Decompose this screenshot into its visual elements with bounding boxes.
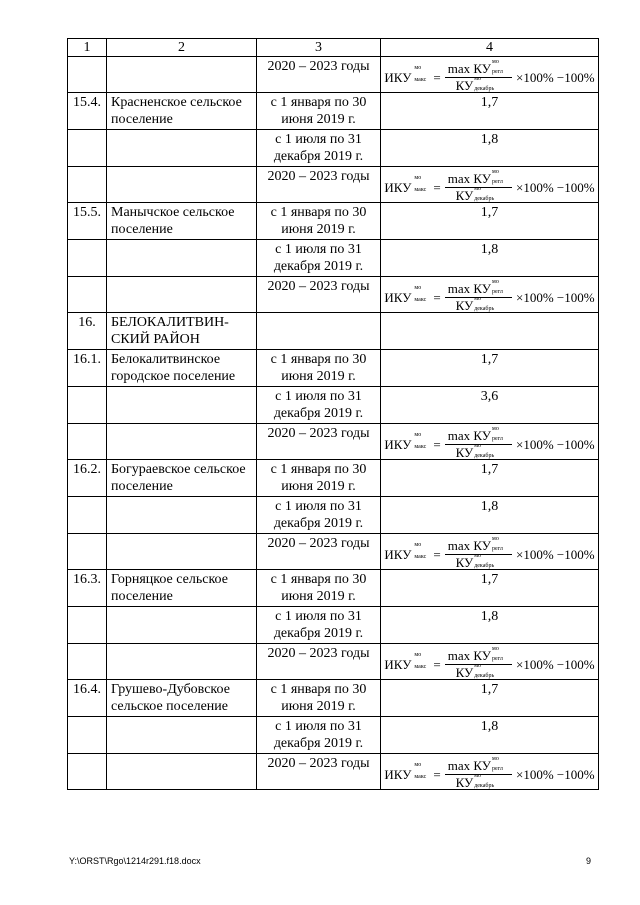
formula-num-text: max КУ	[447, 61, 492, 76]
period-cell: с 1 июля по 31 декабря 2019 г.	[257, 607, 381, 644]
period-cell: 2020 – 2023 годы	[257, 754, 381, 790]
table-row	[68, 387, 599, 424]
period-cell: с 1 января по 30 июня 2019 г.	[257, 203, 381, 240]
formula-num-sub: регл	[492, 656, 503, 662]
formula-den-sup: мо	[474, 76, 481, 82]
formula-num-sub: регл	[492, 69, 503, 75]
formula-den-text: КУ	[455, 555, 474, 570]
row-number: 16.3.	[68, 570, 107, 607]
formula-equals: =	[433, 767, 441, 782]
index-value: 1,8	[381, 240, 599, 277]
row-number: 16.1.	[68, 350, 107, 387]
formula-equals: =	[433, 547, 441, 562]
formula-num-sup: мо	[492, 646, 499, 652]
settlement-name: Красненское сельское поселение	[107, 93, 257, 130]
formula-lhs-text: ИКУ	[384, 437, 412, 452]
row-number: 15.4.	[68, 93, 107, 130]
formula-denominator	[453, 555, 505, 570]
formula-denominator	[453, 188, 505, 203]
row-number: 15.5.	[68, 203, 107, 240]
formula-denominator	[453, 298, 505, 313]
period-cell: с 1 января по 30 июня 2019 г.	[257, 350, 381, 387]
formula-equals: =	[433, 657, 441, 672]
formula-tail: ×100% −100%	[516, 290, 595, 305]
formula-num-sup: мо	[492, 59, 499, 65]
settlement-name	[107, 754, 257, 790]
formula-lhs-sub: макс	[414, 774, 427, 780]
formula-den-sup: мо	[474, 663, 481, 669]
settlement-name	[107, 717, 257, 754]
formula-lhs	[384, 175, 429, 196]
formula-lhs-text: ИКУ	[384, 70, 412, 85]
formula-lhs	[384, 652, 429, 673]
page-number: 9	[586, 856, 592, 866]
formula-num-text: max КУ	[447, 538, 492, 553]
period-cell: с 1 июля по 31 декабря 2019 г.	[257, 717, 381, 754]
settlement-name: Манычское сельское поселение	[107, 203, 257, 240]
formula-num-sub: регл	[492, 766, 503, 772]
settlement-name	[107, 57, 257, 93]
formula-lhs-sub: макс	[414, 554, 427, 560]
period-cell: с 1 июля по 31 декабря 2019 г.	[257, 240, 381, 277]
row-number	[68, 497, 107, 534]
table-row	[68, 350, 599, 387]
formula-den-sub: декабрь	[474, 86, 495, 92]
formula-den-sup: мо	[474, 443, 481, 449]
formula-denominator	[453, 775, 505, 790]
formula-cell	[381, 277, 599, 313]
formula-den-text: КУ	[455, 298, 474, 313]
formula-den-text: КУ	[455, 775, 474, 790]
formula-lhs-sup: мо	[414, 762, 422, 768]
table-row	[68, 203, 599, 240]
index-value: 1,8	[381, 607, 599, 644]
formula-lhs-sup: мо	[414, 652, 422, 658]
formula-lhs	[384, 285, 429, 306]
formula-num-sub: регл	[492, 436, 503, 442]
table-header-row	[68, 39, 599, 57]
formula-fraction	[445, 756, 512, 790]
row-number	[68, 644, 107, 680]
formula-num-text: max КУ	[447, 171, 492, 186]
index-formula	[381, 57, 598, 95]
settlement-name: Богураевское сельское поселение	[107, 460, 257, 497]
formula-lhs	[384, 432, 429, 453]
index-value: 1,8	[381, 497, 599, 534]
row-number	[68, 607, 107, 644]
formula-num-text: max КУ	[447, 648, 492, 663]
formula-cell	[381, 57, 599, 93]
table-row	[68, 167, 599, 203]
header-col-4: 4	[381, 39, 599, 57]
index-value: 1,7	[381, 570, 599, 607]
period-cell: с 1 января по 30 июня 2019 г.	[257, 680, 381, 717]
settlement-name: БЕЛОКАЛИТВИН-СКИЙ РАЙОН	[107, 313, 257, 350]
formula-lhs-text: ИКУ	[384, 180, 412, 195]
row-number	[68, 240, 107, 277]
period-cell: с 1 июля по 31 декабря 2019 г.	[257, 130, 381, 167]
formula-lhs-sub: макс	[414, 664, 427, 670]
period-cell: с 1 июля по 31 декабря 2019 г.	[257, 387, 381, 424]
row-number	[68, 754, 107, 790]
formula-fraction	[445, 279, 512, 313]
formula-tail: ×100% −100%	[516, 767, 595, 782]
settlement-name	[107, 240, 257, 277]
period-cell: с 1 января по 30 июня 2019 г.	[257, 460, 381, 497]
formula-num-sub: регл	[492, 546, 503, 552]
table-row	[68, 240, 599, 277]
formula-fraction	[445, 169, 512, 203]
formula-lhs-sub: макс	[414, 444, 427, 450]
index-value: 1,7	[381, 680, 599, 717]
formula-fraction	[445, 536, 512, 570]
settlement-name: Грушево-Дубовское сельское поселение	[107, 680, 257, 717]
formula-tail: ×100% −100%	[516, 70, 595, 85]
formula-equals: =	[433, 70, 441, 85]
formula-lhs-sup: мо	[414, 432, 422, 438]
row-number: 16.	[68, 313, 107, 350]
settlement-name	[107, 167, 257, 203]
index-value: 1,7	[381, 350, 599, 387]
table-row	[68, 313, 599, 350]
row-number	[68, 167, 107, 203]
index-value: 3,6	[381, 387, 599, 424]
table-row	[68, 607, 599, 644]
header-col-3: 3	[257, 39, 381, 57]
formula-num-sup: мо	[492, 169, 499, 175]
index-formula	[381, 754, 598, 792]
index-value: 1,7	[381, 203, 599, 240]
period-cell: с 1 января по 30 июня 2019 г.	[257, 93, 381, 130]
formula-lhs-sup: мо	[414, 285, 422, 291]
formula-num-sup: мо	[492, 279, 499, 285]
row-number	[68, 717, 107, 754]
row-number	[68, 277, 107, 313]
formula-den-sub: декабрь	[474, 306, 495, 312]
formula-lhs	[384, 542, 429, 563]
formula-num-sup: мо	[492, 426, 499, 432]
index-formula	[381, 534, 598, 572]
table-row	[68, 277, 599, 313]
settlement-name: Горняцкое сельское поселение	[107, 570, 257, 607]
formula-num-sup: мо	[492, 756, 499, 762]
formula-cell	[381, 167, 599, 203]
settlement-name	[107, 497, 257, 534]
table-row	[68, 680, 599, 717]
period-cell: с 1 января по 30 июня 2019 г.	[257, 570, 381, 607]
formula-denominator	[453, 78, 505, 93]
formula-lhs-sub: макс	[414, 297, 427, 303]
formula-fraction	[445, 646, 512, 680]
row-number	[68, 57, 107, 93]
formula-lhs-text: ИКУ	[384, 290, 412, 305]
formula-lhs-sup: мо	[414, 65, 422, 71]
period-cell: 2020 – 2023 годы	[257, 167, 381, 203]
formula-cell	[381, 534, 599, 570]
formula-tail: ×100% −100%	[516, 437, 595, 452]
period-cell: 2020 – 2023 годы	[257, 277, 381, 313]
index-value: 1,7	[381, 460, 599, 497]
table-row	[68, 130, 599, 167]
formula-num-sub: регл	[492, 289, 503, 295]
formula-den-sup: мо	[474, 296, 481, 302]
formula-lhs	[384, 762, 429, 783]
formula-lhs-sub: макс	[414, 77, 427, 83]
table-row	[68, 424, 599, 460]
table-row	[68, 717, 599, 754]
period-cell: с 1 июля по 31 декабря 2019 г.	[257, 497, 381, 534]
formula-den-sup: мо	[474, 773, 481, 779]
formula-den-sub: декабрь	[474, 453, 495, 459]
formula-fraction	[445, 426, 512, 460]
formula-lhs-sup: мо	[414, 175, 422, 181]
index-value: 1,8	[381, 130, 599, 167]
table-row	[68, 57, 599, 93]
tariff-table	[67, 38, 599, 790]
formula-denominator	[453, 445, 505, 460]
formula-den-text: КУ	[455, 665, 474, 680]
table-row	[68, 644, 599, 680]
formula-den-sub: декабрь	[474, 673, 495, 679]
index-formula	[381, 277, 598, 315]
header-col-2: 2	[107, 39, 257, 57]
formula-den-sup: мо	[474, 553, 481, 559]
settlement-name	[107, 130, 257, 167]
settlement-name	[107, 534, 257, 570]
settlement-name	[107, 607, 257, 644]
formula-tail: ×100% −100%	[516, 657, 595, 672]
header-col-1: 1	[68, 39, 107, 57]
formula-num-text: max КУ	[447, 281, 492, 296]
formula-den-text: КУ	[455, 78, 474, 93]
formula-lhs-text: ИКУ	[384, 767, 412, 782]
formula-equals: =	[433, 437, 441, 452]
formula-num-text: max КУ	[447, 428, 492, 443]
formula-num-sup: мо	[492, 536, 499, 542]
formula-den-text: КУ	[455, 445, 474, 460]
row-number	[68, 130, 107, 167]
formula-num-text: max КУ	[447, 758, 492, 773]
formula-lhs-text: ИКУ	[384, 547, 412, 562]
formula-lhs-sub: макс	[414, 187, 427, 193]
formula-tail: ×100% −100%	[516, 180, 595, 195]
row-number: 16.4.	[68, 680, 107, 717]
table-row	[68, 534, 599, 570]
formula-fraction	[445, 59, 512, 93]
index-formula	[381, 424, 598, 462]
formula-cell	[381, 424, 599, 460]
formula-cell	[381, 754, 599, 790]
table-row	[68, 570, 599, 607]
settlement-name	[107, 277, 257, 313]
formula-tail: ×100% −100%	[516, 547, 595, 562]
table-row	[68, 460, 599, 497]
formula-lhs	[384, 65, 429, 86]
index-value	[381, 313, 599, 350]
table-row	[68, 93, 599, 130]
period-cell: 2020 – 2023 годы	[257, 644, 381, 680]
index-value: 1,7	[381, 93, 599, 130]
settlement-name: Белокалитвинское городское поселение	[107, 350, 257, 387]
formula-den-sub: декабрь	[474, 563, 495, 569]
formula-lhs-text: ИКУ	[384, 657, 412, 672]
formula-num-sub: регл	[492, 179, 503, 185]
formula-equals: =	[433, 180, 441, 195]
settlement-name	[107, 387, 257, 424]
formula-lhs-sup: мо	[414, 542, 422, 548]
period-cell	[257, 313, 381, 350]
period-cell: 2020 – 2023 годы	[257, 534, 381, 570]
index-formula	[381, 167, 598, 205]
settlement-name	[107, 424, 257, 460]
formula-cell	[381, 644, 599, 680]
index-formula	[381, 644, 598, 682]
table-row	[68, 754, 599, 790]
period-cell: 2020 – 2023 годы	[257, 57, 381, 93]
table-row	[68, 497, 599, 534]
row-number	[68, 387, 107, 424]
formula-den-text: КУ	[455, 188, 474, 203]
row-number	[68, 424, 107, 460]
period-cell: 2020 – 2023 годы	[257, 424, 381, 460]
formula-den-sub: декабрь	[474, 783, 495, 789]
formula-den-sub: декабрь	[474, 196, 495, 202]
footer-file-path: Y:\ORST\Rgo\1214r291.f18.docx	[69, 856, 201, 866]
formula-equals: =	[433, 290, 441, 305]
formula-denominator	[453, 665, 505, 680]
row-number: 16.2.	[68, 460, 107, 497]
settlement-name	[107, 644, 257, 680]
index-value: 1,8	[381, 717, 599, 754]
row-number	[68, 534, 107, 570]
formula-den-sup: мо	[474, 186, 481, 192]
